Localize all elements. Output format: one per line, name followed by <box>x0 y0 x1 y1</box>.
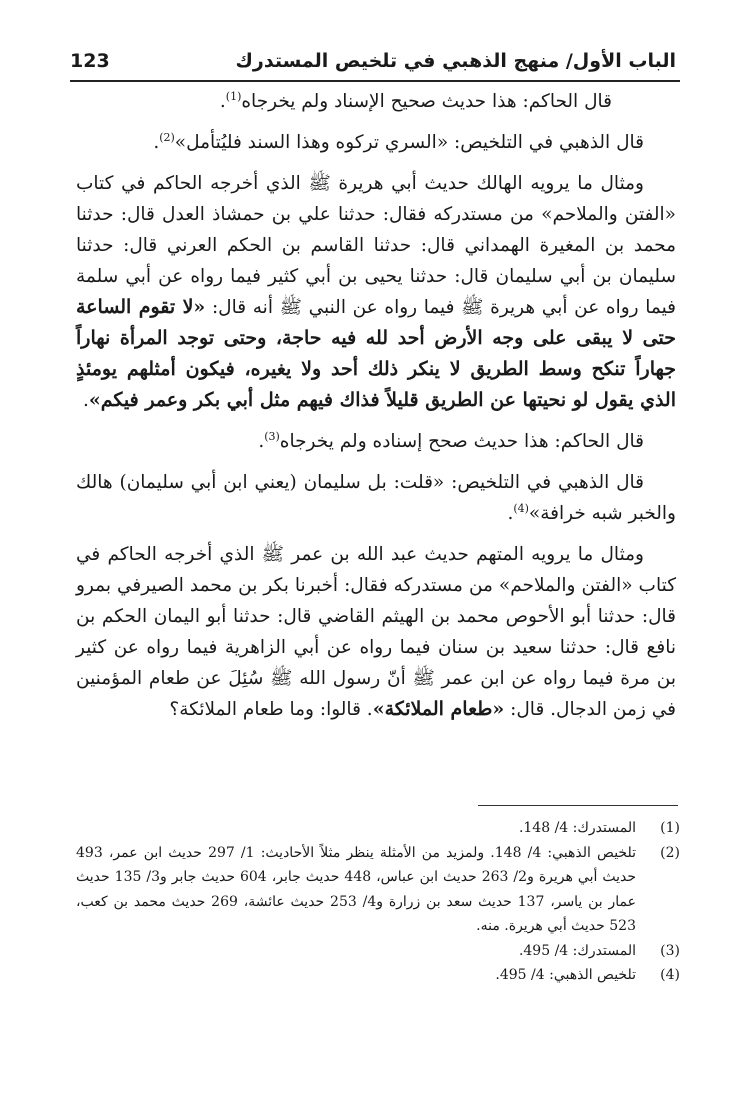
paragraph-text: قال الذهبي في التلخيص: «قلت: بل سليمان (يعني ابن أبي سليمان) هالك والخبر شبه خرافة» <box>76 472 676 524</box>
footnote <box>76 939 680 964</box>
page-number: 123 <box>70 50 110 72</box>
footnote-number: (1) <box>660 820 680 836</box>
header-rule <box>70 80 680 82</box>
footnote-number: (3) <box>660 942 680 959</box>
hadith-text: «طعام الملائكة» <box>372 698 505 720</box>
paragraph-text: . <box>219 91 226 112</box>
paragraph <box>76 426 676 457</box>
footnote <box>76 816 680 841</box>
paragraph-text: . <box>153 132 160 153</box>
footnotes <box>76 816 680 988</box>
footnote-text: تلخيص الذهبي: 4/ 148. ولمزيد من الأمثلة ينظر مثلاً الأحاديث: 1/ 297 حديث ابن عمر، 493 حديث أبي هريرة و2/ 263 حديث ابن عباس، 448 حديث جابر، 604 حديث جابر و3/ 135 حديث عمار بن ياسر، 137 حديث سعد بن زرارة و4/ 253 حديث عائشة، 269 حديث محمد بن كعب، 523 حديث أبي هريرة. منه. <box>76 844 636 934</box>
footnote-text: تلخيص الذهبي: 4/ 495. <box>495 967 636 983</box>
footnote-ref: (3) <box>264 429 280 443</box>
footnote <box>76 841 680 939</box>
paragraph-text: . <box>258 431 265 452</box>
paragraph-text: قال الحاكم: هذا حديث صحيح الإسناد ولم يخرجاه <box>241 91 612 112</box>
paragraph-text: . <box>507 503 514 524</box>
footnote-number: (4) <box>660 967 680 983</box>
hadith-text: «لا تقوم الساعة حتى لا يبقى على وجه الأرض أحد لله فيه حاجة، وحتى توجد المرأة نهاراً جهاراً تنكح وسط الطريق لا ينكر ذلك أحد ولا يغيره، فيكون أمثلهم يومئذٍ الذي يقول لو نحيتها عن الطريق قليلاً فذاك فيهم مثل أبي بكر وعمر فيكم» <box>76 296 676 411</box>
paragraph-text: قال الذهبي في التلخيص: «السري تركوه وهذا السند فليُتأمل» <box>174 132 644 153</box>
running-header <box>70 44 676 78</box>
paragraph-text: ومثال ما يرويه الهالك حديث أبي هريرة ﷺ الذي أخرجه الحاكم في كتاب «الفتن والملاحم» من مستدركه فقال: حدثنا علي بن حمشاذ العدل قال: حدثنا محمد بن المغيرة الهمداني قال: حدثنا القاسم بن الحكم العرني قال: حدثنا سليمان بن أبي سليمان قال: حدثنا يحيى بن أبي كثير فيما رواه عن أبي سلمة فيما رواه عن أبي هريرة ﷺ فيما رواه عن النبي ﷺ أنه قال: <box>76 173 677 318</box>
main-text <box>76 86 676 735</box>
paragraph <box>76 127 676 158</box>
paragraph-text: . قالوا: وما طعام الملائكة؟ <box>169 699 373 720</box>
footnote-text: المستدرك: 4/ 495. <box>518 942 636 959</box>
footnote <box>76 963 680 988</box>
paragraph <box>76 168 676 416</box>
paragraph <box>76 86 676 117</box>
paragraph-text: قال الحاكم: هذا حديث صحح إسناده ولم يخرجاه <box>279 431 644 452</box>
footnote-text: المستدرك: 4/ 148. <box>518 820 636 836</box>
footnote-separator <box>478 805 678 806</box>
footnote-number: (2) <box>660 844 680 861</box>
paragraph <box>76 467 676 529</box>
paragraph-text: ومثال ما يرويه المتهم حديث عبد الله بن عمر ﷺ الذي أخرجه الحاكم في كتاب «الفتن والملاحم» من مستدركه فقال: أخبرنا بكر بن محمد الصيرفي بمرو قال: حدثنا أبو الأحوص محمد بن الهيثم القاضي قال: حدثنا أبو اليمان الحكم بن نافع قال: حدثنا سعيد بن سنان فيما رواه عن أبي الزاهرية فيما رواه عن كثير بن مرة فيما رواه عن ابن عمر ﷺ أنّ رسول الله ﷺ سُئِلَ عن طعام المؤمنين في زمن الدجال. قال: <box>76 544 676 720</box>
footnote-ref: (4) <box>513 501 529 515</box>
footnote-ref: (1) <box>225 89 242 103</box>
chapter-title: الباب الأول/ منهج الذهبي في تلخيص المستدرك <box>235 50 676 72</box>
paragraph <box>76 539 676 725</box>
paragraph-text: . <box>83 390 89 411</box>
footnote-ref: (2) <box>159 130 175 144</box>
